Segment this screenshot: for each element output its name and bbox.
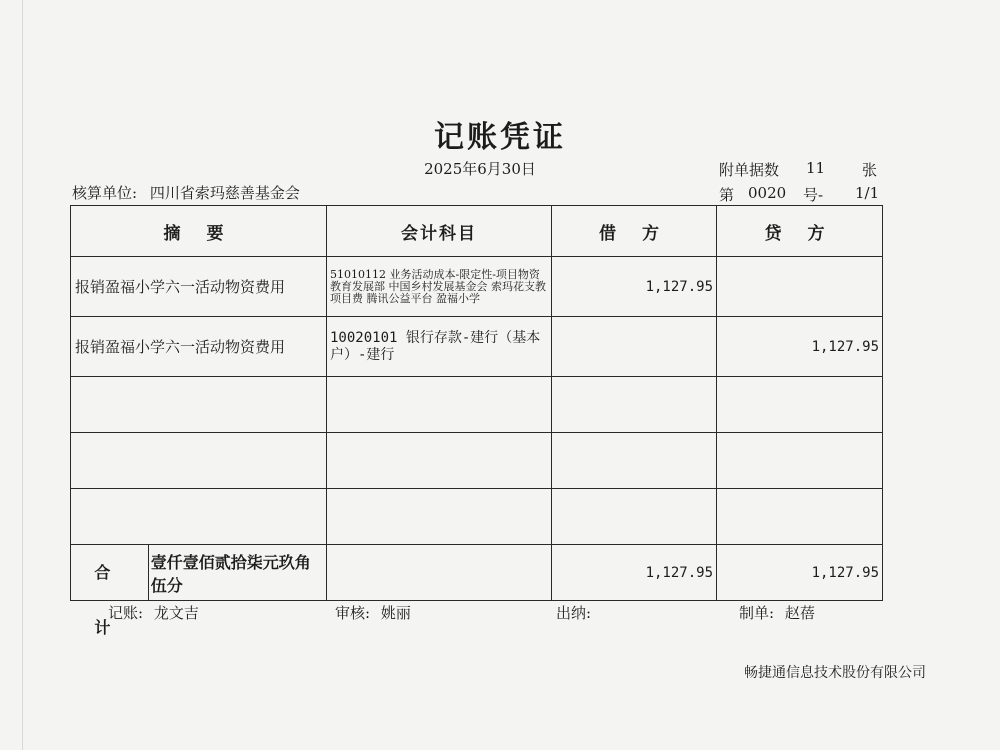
table-row-empty <box>71 433 883 489</box>
entry-credit: 1,127.95 <box>717 317 883 377</box>
table-row <box>71 257 883 317</box>
total-row <box>71 545 883 601</box>
total-debit: 1,127.95 <box>552 545 717 601</box>
attachment-count <box>719 159 779 180</box>
bookkeeper-signature <box>108 602 199 623</box>
total-credit: 1,127.95 <box>717 545 883 601</box>
attachment-number: 11 <box>806 159 826 177</box>
col-summary-header: 摘 要 <box>71 206 327 257</box>
reviewer-signature <box>335 602 411 623</box>
total-label: 合 计 <box>71 545 149 600</box>
cashier-label: 出纳: <box>556 604 592 622</box>
table-row-empty <box>71 377 883 433</box>
table-row <box>71 317 883 377</box>
col-debit-header: 借 方 <box>552 206 717 257</box>
entry-summary: 报销盈福小学六一活动物资费用 <box>71 257 327 317</box>
voucher-title: 记账凭证 <box>434 120 566 155</box>
voucher-date: 2025年6月30日 <box>424 160 536 178</box>
cashier-signature <box>556 602 591 623</box>
entry-account: 10020101 银行存款-建行（基本户）-建行 <box>327 317 552 377</box>
voucher-no-prefix: 第 <box>719 186 735 204</box>
entry-credit <box>717 257 883 317</box>
attachment-label: 附单据数 <box>719 161 780 179</box>
voucher-page: 1/1 <box>855 184 880 202</box>
entry-debit: 1,127.95 <box>552 257 717 317</box>
bookkeeper-name: 龙文吉 <box>153 604 199 622</box>
preparer-signature <box>739 602 815 623</box>
voucher-number: 0020 <box>748 184 787 202</box>
col-credit-header: 贷 方 <box>717 206 883 257</box>
entry-account: 51010112 业务活动成本-限定性-项目物资 教育发展部 中国乡村发展基金会 索玛花支教 项目费 腾讯公益平台 盈福小学 <box>327 257 552 317</box>
accounting-unit-label: 核算单位: <box>72 184 138 202</box>
reviewer-name: 姚丽 <box>380 604 411 622</box>
reviewer-label: 审核: <box>335 604 371 622</box>
table-header-row <box>71 206 883 257</box>
attachment-unit: 张 <box>862 161 878 179</box>
bookkeeper-label: 记账: <box>108 604 144 622</box>
col-account-header: 会计科目 <box>327 206 552 257</box>
preparer-label: 制单: <box>739 604 775 622</box>
voucher-no-suffix: 号- <box>803 186 824 204</box>
entry-summary: 报销盈福小学六一活动物资费用 <box>71 317 327 377</box>
accounting-unit-value: 四川省索玛慈善基金会 <box>149 184 300 202</box>
entry-debit <box>552 317 717 377</box>
table-row-empty <box>71 489 883 545</box>
total-in-words: 壹仟壹佰贰拾柒元玖角伍分 <box>150 552 311 595</box>
preparer-name: 赵蓓 <box>784 604 815 622</box>
software-company: 畅捷通信息技术股份有限公司 <box>744 665 926 681</box>
accounting-unit <box>72 182 300 203</box>
